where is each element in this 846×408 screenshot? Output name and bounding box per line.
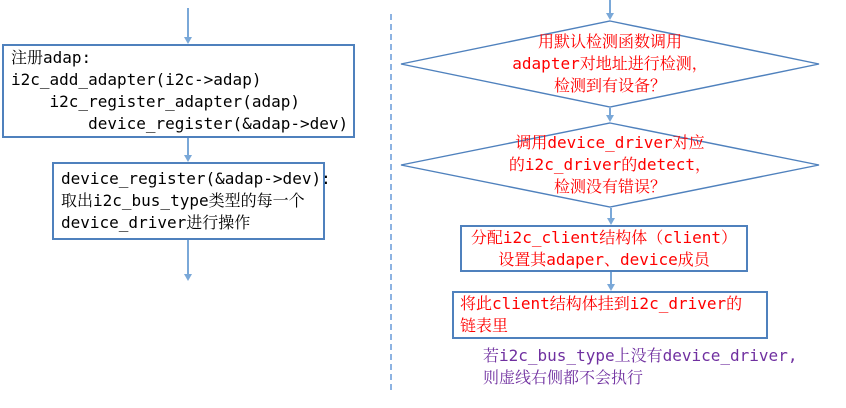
code-line: 注册adap:	[11, 48, 92, 67]
code-line: device_register(&adap->dev):	[61, 169, 331, 188]
step-line: 分配i2c_client结构体（client）	[470, 228, 738, 247]
arrow-shaft	[609, 108, 611, 115]
arrow-diamond1-to-diamond2	[605, 108, 614, 122]
decision-line: 用默认检测函数调用	[537, 32, 682, 51]
arrow-shaft	[609, 0, 611, 13]
arrow-shaft	[610, 208, 612, 218]
code-line: i2c_add_adapter(i2c->adap)	[11, 70, 262, 89]
arrow-head-icon	[184, 274, 192, 281]
attach-client-box	[452, 291, 768, 339]
arrow-shaft	[187, 138, 189, 155]
register-adapter-box	[2, 44, 355, 138]
device-register-box	[52, 162, 331, 240]
detect-error-decision	[399, 122, 821, 208]
decision-line: 的i2c_driver的detect，	[508, 155, 712, 174]
dashed-divider	[390, 14, 392, 390]
arrow-shaft	[187, 240, 189, 274]
note-line: 则虚线右侧都不会执行	[483, 368, 644, 387]
decision-line: adapter对地址进行检测，	[512, 54, 708, 73]
decision-line: 调用device_driver对应	[515, 133, 705, 152]
detect-device-decision	[399, 20, 821, 108]
arrow-box1-to-box2	[183, 138, 192, 162]
arrow-head-icon	[607, 218, 615, 225]
arrow-shaft	[187, 8, 189, 37]
decision-text	[399, 31, 821, 97]
code-line: i2c_register_adapter(adap)	[11, 92, 300, 111]
arrow-diamond2-to-box3	[606, 208, 615, 225]
arrow-shaft	[610, 272, 612, 284]
step-line: 设置其adaper、device成员	[498, 250, 710, 269]
arrow-into-diamond1	[605, 0, 614, 20]
arrow-below-box2	[183, 240, 192, 281]
alloc-client-box	[460, 225, 748, 272]
decision-text	[399, 132, 821, 198]
arrow-head-icon	[607, 284, 615, 291]
step-line: 链表里	[460, 316, 509, 335]
decision-line: 检测到有设备？	[553, 76, 666, 95]
step-line: 将此client结构体挂到i2c_driver的	[460, 294, 743, 313]
code-line: device_register(&adap->dev)	[11, 114, 349, 133]
code-line: device_driver进行操作	[61, 213, 251, 232]
arrow-head-icon	[184, 37, 192, 44]
decision-line: 检测没有错误？	[553, 177, 666, 196]
arrow-head-icon	[606, 115, 614, 122]
note-line: 若i2c_bus_type上没有device_driver,	[483, 346, 798, 365]
arrow-head-icon	[606, 13, 614, 20]
arrow-into-box1	[183, 8, 192, 44]
arrow-head-icon	[184, 155, 192, 162]
arrow-box3-to-box4	[606, 272, 615, 291]
code-line: 取出i2c_bus_type类型的每一个	[61, 191, 305, 210]
no-driver-note	[483, 345, 797, 389]
